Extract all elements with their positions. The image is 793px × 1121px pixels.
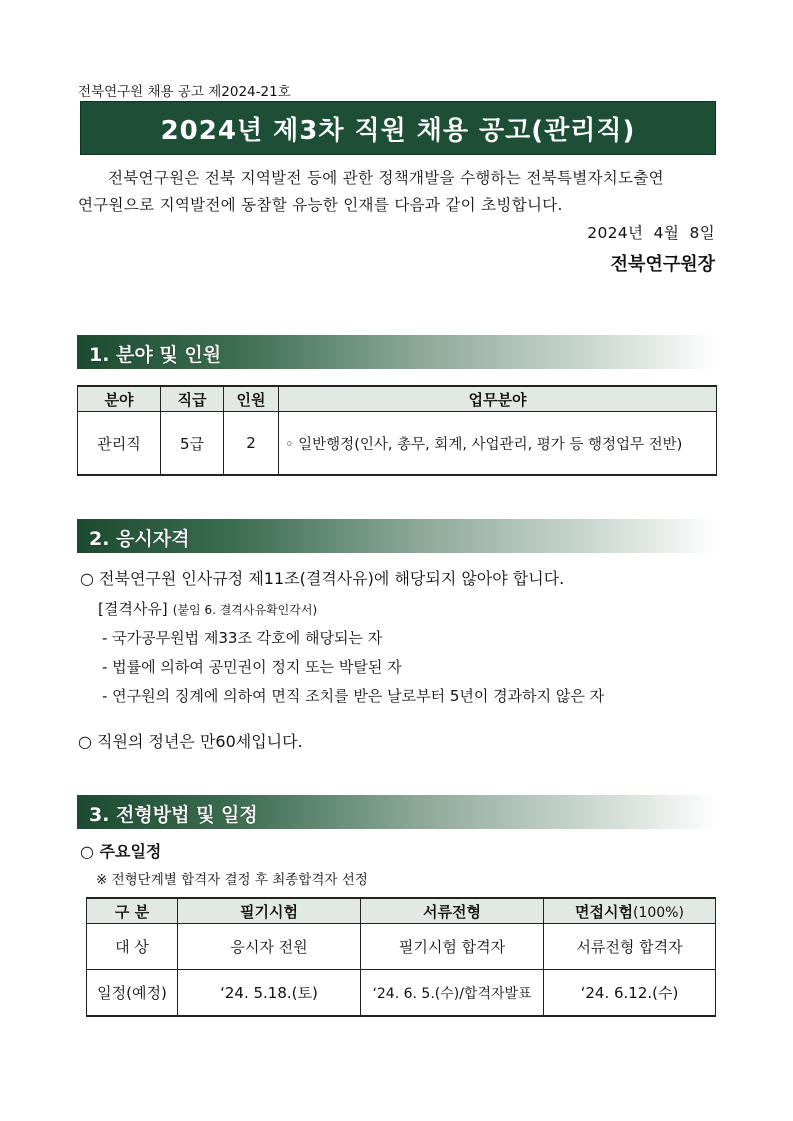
positions-table xyxy=(77,385,717,476)
retirement-item: ○ 직원의 정년은 만60세입니다. xyxy=(78,732,303,751)
section-title: 1. 분야 및 인원 xyxy=(89,344,222,366)
disqualification-label-line xyxy=(98,598,317,619)
bullet-item: - 법률에 의하여 공민권이 정지 또는 박탈된 자 xyxy=(102,658,402,676)
date: 2024년 4월 8일 xyxy=(587,224,715,242)
section-header-2 xyxy=(77,519,717,553)
disqualification-note: (붙임 6. 결격사유확인각서) xyxy=(172,603,318,617)
header-cell: 구 분 xyxy=(87,898,178,924)
cell: 2 xyxy=(224,412,279,476)
cell: ‘24. 5.18.(토) xyxy=(178,970,361,1017)
cell: 대 상 xyxy=(87,924,178,970)
header-cell: 직급 xyxy=(161,386,224,412)
signer: 전북연구원장 xyxy=(610,254,715,275)
page-title: 2024년 제3차 직원 채용 공고(관리직) xyxy=(80,101,716,155)
cell: 응시자 전원 xyxy=(178,924,361,970)
header-suffix: (100%) xyxy=(633,904,684,921)
disqualification-label: [결격사유] xyxy=(98,600,168,618)
bullet-item: - 연구원의 징계에 의하여 면직 조치를 받은 날로부터 5년이 경과하지 않은 자 xyxy=(102,687,605,705)
cell: 관리직 xyxy=(78,412,161,476)
section-title: 2. 응시자격 xyxy=(89,528,190,550)
section-header-1 xyxy=(77,335,717,369)
cell: ‘24. 6. 5.(수)/합격자발표 xyxy=(361,970,544,1017)
header-cell: 필기시험 xyxy=(178,898,361,924)
header-cell: 업무분야 xyxy=(279,386,717,412)
cell: 필기시험 합격자 xyxy=(361,924,544,970)
cell: 일정(예정) xyxy=(87,970,178,1017)
header-cell: 인원 xyxy=(224,386,279,412)
cell: ‘24. 6.12.(수) xyxy=(544,970,716,1017)
table-row xyxy=(87,970,716,1017)
table-row xyxy=(78,412,717,476)
schedule-heading: ○ 주요일정 xyxy=(80,842,162,861)
intro-line-1: 전북연구원은 전북 지역발전 등에 관한 정책개발을 수행하는 전북특별자치도출연 xyxy=(108,169,664,187)
table-row xyxy=(87,924,716,970)
bullet-item: - 국가공무원법 제33조 각호에 해당되는 자 xyxy=(102,629,383,647)
schedule-table xyxy=(86,897,716,1017)
section-title: 3. 전형방법 및 일정 xyxy=(89,804,258,826)
qualification-item: ○ 전북연구원 인사규정 제11조(결격사유)에 해당되지 않아야 합니다. xyxy=(80,569,565,588)
intro-line-2: 연구원으로 지역발전에 동참할 유능한 인재를 다음과 같이 초빙합니다. xyxy=(78,196,563,214)
cell: ◦ 일반행정(인사, 총무, 회계, 사업관리, 평가 등 행정업무 전반) xyxy=(279,412,717,476)
header-cell: 서류전형 xyxy=(361,898,544,924)
section-header-3 xyxy=(77,795,717,829)
cell: 서류전형 합격자 xyxy=(544,924,716,970)
header-cell: 분야 xyxy=(78,386,161,412)
header-cell xyxy=(544,898,716,924)
schedule-note: ※ 전형단계별 합격자 결정 후 최종합격자 선정 xyxy=(96,872,368,888)
document-number: 전북연구원 채용 공고 제2024-21호 xyxy=(78,84,291,100)
header-text: 면접시험 xyxy=(575,902,633,921)
cell: 5급 xyxy=(161,412,224,476)
